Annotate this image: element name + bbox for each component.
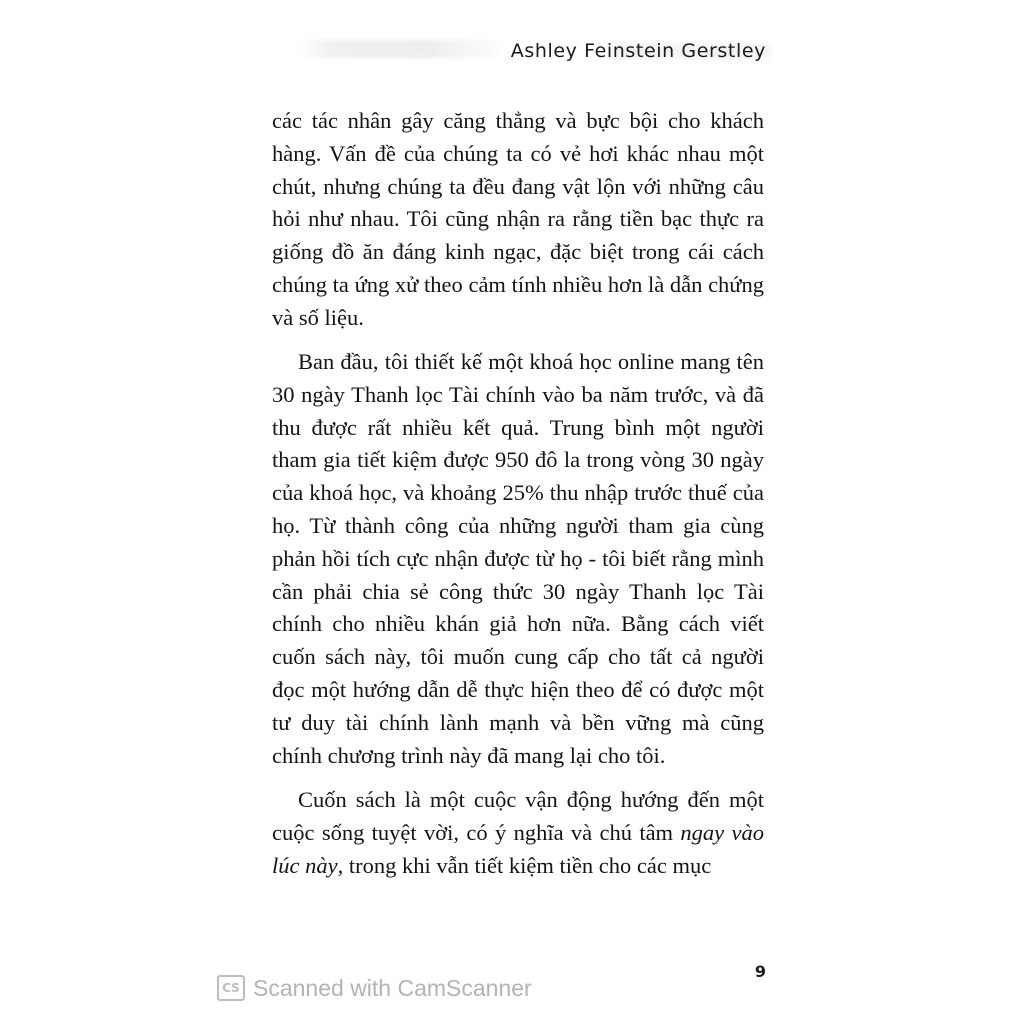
paragraph-book-purpose — [272, 784, 764, 882]
bleed-through-shadow — [300, 40, 510, 58]
camscanner-logo-icon: CS — [217, 975, 245, 1001]
watermark-text: Scanned with CamScanner — [253, 974, 532, 1001]
camscanner-watermark — [217, 972, 532, 1004]
paragraph-continuation: các tác nhân gây căng thẳng và bực bội cho khách hàng. Vấn đề của chúng ta có vẻ hơi khác nhau một chút, nhưng chúng ta đều đang vật lộn với những câu hỏi như nhau. Tôi cũng nhận ra rằng tiền bạc thực ra giống đồ ăn đáng kinh ngạc, đặc biệt trong cái cách chúng ta ứng xử theo cảm tính nhiều hơn là dẫn chứng và số liệu. — [272, 108, 764, 330]
page-number: 9 — [754, 962, 766, 981]
running-head: Ashley Feinstein Gerstley — [510, 40, 766, 62]
paragraph-text: , trong khi vẫn tiết kiệm tiền cho các mục — [337, 852, 712, 878]
paragraph-course-intro: Ban đầu, tôi thiết kế một khoá học online mang tên 30 ngày Thanh lọc Tài chính vào ba năm trước, và đã thu được rất nhiều kết quả. Trung bình một người tham gia tiết kiệm được 950 đô la trong vòng 30 ngày của khoá học, và khoảng 25% thu nhập trước thuế của họ. Từ thành công của những người tham gia cùng phản hồi tích cực nhận được từ họ - tôi biết rằng mình cần phải chia sẻ công thức 30 ngày Thanh lọc Tài chính cho nhiều khán giả hơn nữa. Bằng cách viết cuốn sách này, tôi muốn cung cấp cho tất cả người đọc một hướng dẫn dễ thực hiện theo để có được một tư duy tài chính lành mạnh và bền vững mà cũng chính chương trình này đã mang lại cho tôi. — [272, 349, 764, 768]
page-body — [272, 105, 764, 882]
paragraph-text: Cuốn sách là một cuộc vận động hướng đến một cuộc sống tuyệt vời, có ý nghĩa và chú tâm — [272, 786, 764, 845]
emphasis-text: ngay vào lúc này — [272, 819, 764, 878]
